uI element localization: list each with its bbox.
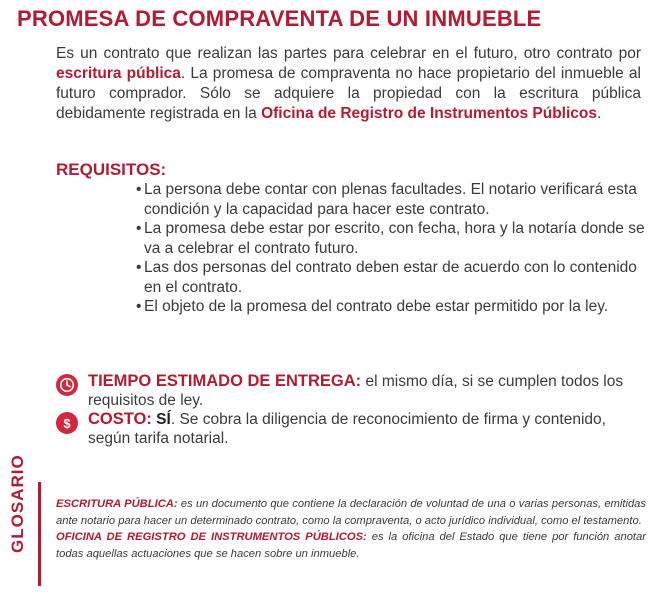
glosario-entry xyxy=(56,496,646,529)
list-item xyxy=(136,180,646,219)
bullet: • xyxy=(136,259,142,276)
requisito-text: Las dos personas del contrato deben estar de acuerdo con lo contenido en el contrato. xyxy=(144,259,637,296)
glosario-entry xyxy=(56,529,646,562)
costo-description: . Se cobra la diligencia de reconocimiento de firma y contenido, según tarifa notarial. xyxy=(88,411,606,447)
glosario-definition: es la oficina del Estado que tiene por función anotar todas aquellas actuaciones que se hacen sobre un inmueble. xyxy=(56,531,646,560)
requisito-text: La persona debe contar con plenas facultades. El notario verificará esta condición y la capacidad para hacer este contrato. xyxy=(144,181,637,218)
tiempo-row xyxy=(56,372,648,410)
requisito-text: El objeto de la promesa del contrato debe estar permitido por la ley. xyxy=(144,298,609,315)
requisitos-list xyxy=(136,180,646,317)
costo-label: COSTO: xyxy=(88,410,152,428)
tiempo-label: TIEMPO ESTIMADO DE ENTREGA: xyxy=(88,372,362,390)
list-item xyxy=(136,297,646,317)
list-item xyxy=(136,258,646,297)
costo-value: SÍ xyxy=(151,411,171,428)
intro-highlight-escritura: escritura pública xyxy=(56,65,181,82)
glosario-term: ESCRITURA PÚBLICA: xyxy=(56,498,178,510)
costo-text xyxy=(88,410,648,448)
intro-paragraph xyxy=(56,44,641,124)
intro-text-1: Es un contrato que realizan las partes para celebrar en el futuro, otro contrato por xyxy=(56,45,641,62)
tiempo-value: el mismo día, si se cumplen todos los requisitos de ley. xyxy=(88,373,624,409)
list-item xyxy=(136,219,646,258)
intro-text-2: . La promesa de compraventa no hace propietario del inmueble al futuro comprador. Sólo se adquiere la propiedad con la escritura pública debidamente registrada en la xyxy=(56,65,641,122)
glosario-term: OFICINA DE REGISTRO DE INSTRUMENTOS PÚBLICOS: xyxy=(56,531,367,543)
page-title: PROMESA DE COMPRAVENTA DE UN INMUEBLE xyxy=(17,6,542,31)
intro-text-3: . xyxy=(597,105,602,122)
bullet: • xyxy=(136,298,142,315)
glosario-divider xyxy=(38,482,41,586)
dollar-icon: $ xyxy=(56,412,78,434)
bullet: • xyxy=(136,220,142,237)
glosario-label: GLOSARIO xyxy=(8,454,27,553)
intro-highlight-oficina: Oficina de Registro de Instrumentos Públicos xyxy=(261,105,597,122)
glosario-definition: es un documento que contiene la declaración de voluntad de una o varias personas, emitidas ante notario para hacer un determinado contrato, como la compraventa, o acto jurídico individual, como el testamento. xyxy=(56,498,646,527)
costo-row xyxy=(56,410,648,448)
clock-icon-svg xyxy=(59,377,75,393)
glosario-content xyxy=(56,496,646,562)
tiempo-text xyxy=(88,372,648,410)
bullet: • xyxy=(136,181,142,198)
clock-icon xyxy=(56,374,78,396)
requisitos-title: REQUISITOS: xyxy=(56,160,167,179)
requisito-text: La promesa debe estar por escrito, con fecha, hora y la notaría donde se va a celebrar el contrato futuro. xyxy=(144,220,645,257)
